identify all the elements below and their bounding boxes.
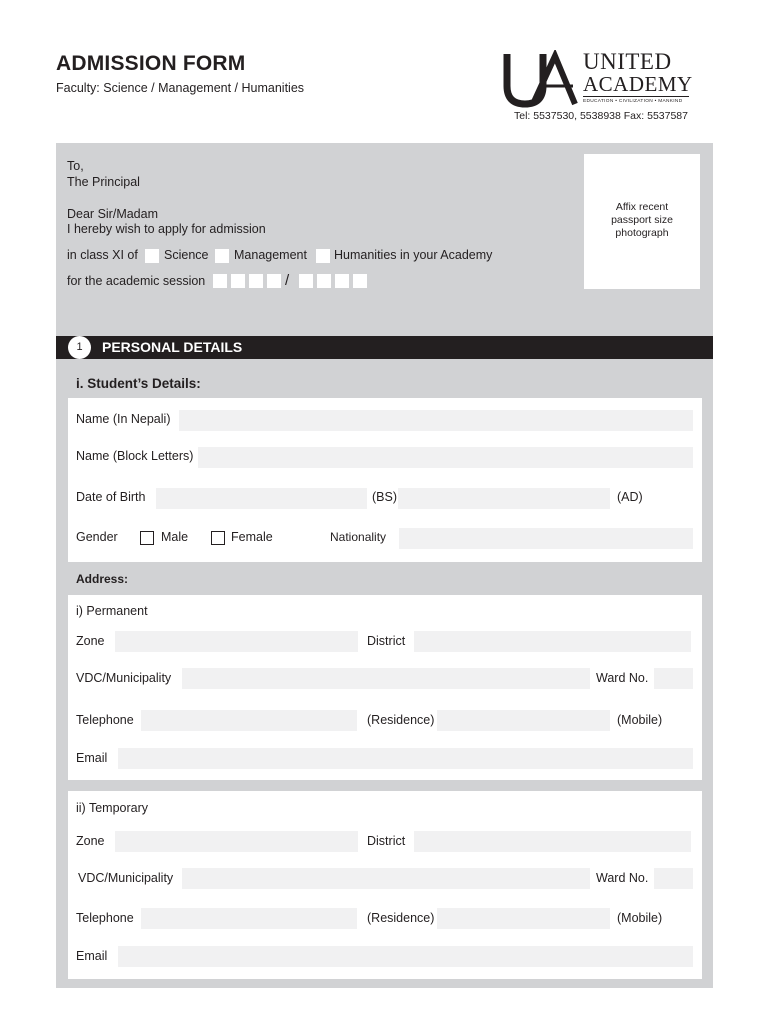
temp-ward-label: Ward No. [596,871,649,885]
session-start-digit-1[interactable] [213,274,227,288]
perm-vdc-input[interactable] [182,668,590,689]
temp-mobile-input[interactable] [437,908,610,929]
female-label: Female [231,530,273,544]
perm-zone-label: Zone [76,634,105,648]
management-checkbox[interactable] [215,249,229,263]
session-end-digit-2[interactable] [317,274,331,288]
perm-mobile-input[interactable] [437,710,610,731]
perm-vdc-label: VDC/Municipality [76,671,172,685]
temp-residence-input[interactable] [141,908,357,929]
male-label: Male [161,530,189,544]
contact-info: Tel: 5537530, 5538938 Fax: 5537587 [514,110,688,122]
temp-zone-label: Zone [76,834,105,848]
gender-label: Gender [76,530,118,544]
temp-residence-label: (Residence) [367,911,435,925]
united-academy-logo-icon [503,50,579,108]
perm-email-label: Email [76,751,108,765]
student-details-heading: i. Student’s Details: [76,376,201,391]
logo-tagline: EDUCATION • CIVILIZATION • MANKIND [583,99,683,104]
dob-ad-input[interactable] [398,488,610,509]
session-end-digit-4[interactable] [353,274,367,288]
dob-bs-label: (BS) [372,490,397,504]
perm-district-label: District [367,634,406,648]
nationality-label: Nationality [330,530,387,544]
temp-zone-input[interactable] [115,831,358,852]
letter-recipient: The Principal [67,175,140,189]
perm-district-input[interactable] [414,631,691,652]
name-nepali-label: Name (In Nepali) [76,412,171,426]
temp-email-input[interactable] [118,946,693,967]
name-nepali-input[interactable] [179,410,693,431]
name-block-input[interactable] [198,447,693,468]
address-heading: Address: [76,572,129,586]
session-end-digit-3[interactable] [335,274,349,288]
permanent-label: i) Permanent [76,604,148,618]
science-checkbox[interactable] [145,249,159,263]
letter-to: To, [67,159,84,173]
section-number-badge: 1 [68,336,94,359]
male-checkbox[interactable] [140,531,154,545]
session-label: for the academic session [67,274,206,288]
name-block-label: Name (Block Letters) [76,449,194,463]
management-label: Management [234,248,307,262]
dob-label: Date of Birth [76,490,146,504]
section-title: PERSONAL DETAILS [102,339,243,355]
perm-telephone-label: Telephone [76,713,134,727]
class-prefix: in class XI of [67,248,138,262]
temp-vdc-label: VDC/Municipality [78,871,174,885]
session-start-digit-4[interactable] [267,274,281,288]
letter-wish: I hereby wish to apply for admission [67,222,266,236]
temp-district-input[interactable] [414,831,691,852]
nationality-input[interactable] [399,528,693,549]
science-label: Science [164,248,209,262]
letter-salutation: Dear Sir/Madam [67,207,158,221]
session-start-digit-3[interactable] [249,274,263,288]
form-title: ADMISSION FORM [56,52,246,75]
photo-instructions: Affix recent passport size photograph [611,201,673,239]
perm-residence-input[interactable] [141,710,357,731]
temp-district-label: District [367,834,406,848]
logo-name-academy: ACADEMY [583,72,693,96]
perm-email-input[interactable] [118,748,693,769]
temp-mobile-label: (Mobile) [617,911,663,925]
logo-name-united: UNITED [583,49,672,74]
temporary-label: ii) Temporary [76,801,149,815]
temp-ward-input[interactable] [654,868,693,889]
perm-ward-input[interactable] [654,668,693,689]
perm-residence-label: (Residence) [367,713,435,727]
perm-ward-label: Ward No. [596,671,649,685]
humanities-checkbox[interactable] [316,249,330,263]
logo-divider [583,96,689,97]
faculty-line: Faculty: Science / Management / Humanities [56,81,305,95]
perm-zone-input[interactable] [115,631,358,652]
session-end-digit-1[interactable] [299,274,313,288]
perm-mobile-label: (Mobile) [617,713,663,727]
session-separator: / [285,272,290,289]
female-checkbox[interactable] [211,531,225,545]
temp-telephone-label: Telephone [76,911,134,925]
session-start-digit-2[interactable] [231,274,245,288]
temp-vdc-input[interactable] [182,868,590,889]
temp-email-label: Email [76,949,108,963]
dob-ad-label: (AD) [617,490,643,504]
humanities-label: Humanities in your Academy [334,248,493,262]
dob-bs-input[interactable] [156,488,367,509]
